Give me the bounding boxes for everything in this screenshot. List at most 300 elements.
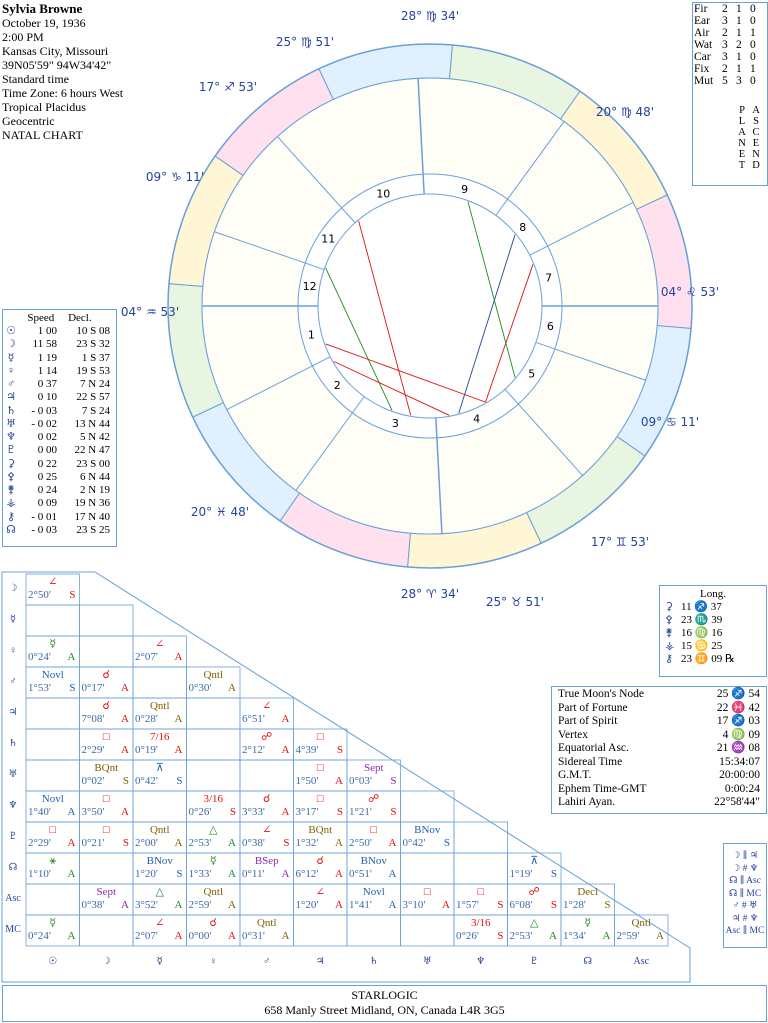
aspect-orb: 0°38' A: [81, 899, 129, 911]
planet-glyph: ⚳: [6, 457, 16, 470]
speed-value: 0 25: [37, 470, 57, 483]
long-title: Long.: [700, 588, 726, 600]
aspect-symbol: ☌: [263, 793, 271, 805]
grid-col-glyph: ♇: [529, 956, 539, 967]
aspect-cell: [26, 824, 80, 850]
aspect-orb: 3°33' A: [242, 806, 290, 818]
aspect-symbol: ∠: [155, 638, 165, 650]
planet-glyph: ☿: [7, 351, 15, 364]
aspect-cell: [561, 886, 615, 912]
aspect-orb: 6°51' A: [242, 713, 290, 725]
aspect-orb: 1°20' A: [295, 899, 343, 911]
element-label: Ear: [694, 15, 710, 27]
point-value: 17 ♐ 03: [716, 715, 760, 727]
asteroid-glyph: ⚳: [665, 601, 674, 613]
declination-value: 2 N 19: [80, 484, 110, 496]
speed-rows: [3, 325, 116, 537]
aspect-orb: 0°19' A: [135, 744, 183, 756]
aspect-orb: 1°40' A: [28, 806, 76, 818]
aspect-symbol: ☍: [261, 731, 273, 743]
parallel-legend-item: Asc ∥ MC: [725, 926, 765, 936]
house-number: 2: [333, 379, 341, 393]
aspect-cell: [80, 700, 134, 726]
aspect-symbol: Qntl: [256, 917, 277, 929]
speed-row: [3, 511, 116, 524]
aspect-cell: [294, 762, 348, 788]
aspect-symbol: ☿: [209, 855, 217, 867]
aspect-cell: [240, 824, 294, 850]
point-label: True Moon's Node: [558, 688, 644, 700]
grid-row-glyph: ♂: [9, 676, 17, 687]
aspect-symbol: BSep: [254, 855, 279, 867]
asteroid-glyph: ⚵: [665, 627, 674, 639]
aspect-symbol: ∠: [155, 917, 165, 929]
declination-value: 22 N 47: [74, 444, 110, 457]
aspect-cell: [294, 793, 348, 819]
aspect-cell: [80, 886, 134, 912]
aspect-orb: 2°00' A: [135, 837, 183, 849]
point-label: Vertex: [558, 728, 589, 741]
longitude-row: [660, 653, 766, 666]
planet-glyph: ♇: [6, 444, 16, 457]
aspect-orb: 3°50' A: [81, 806, 129, 818]
point-value: 0:00:24: [724, 782, 760, 795]
aspect-circle: [318, 194, 542, 418]
declination-value: 7 N 24: [80, 378, 110, 390]
aspect-symbol: □: [102, 793, 110, 805]
cusp-degree-label: 20° ♍ 48': [595, 105, 655, 119]
aspect-cell: [26, 855, 80, 881]
point-row: [552, 742, 766, 756]
speed-row: [3, 497, 116, 510]
element-a: 2: [722, 27, 728, 39]
element-a: 3: [722, 15, 728, 27]
point-value: 25 ♐ 54: [716, 688, 760, 700]
aspect-orb: 1°21' S: [349, 806, 397, 818]
speed-row: [3, 365, 116, 378]
declination-value: 23 S 00: [76, 457, 110, 470]
house-number: 9: [461, 183, 469, 197]
aspect-symbol: 3/16: [470, 917, 491, 929]
parallel-legend-item: ♂ # ♅: [732, 901, 758, 911]
aspect-orb: 0°42' S: [402, 837, 450, 849]
aspect-orb: 1°33' A: [188, 868, 236, 880]
planet-label-vertical: P L A N E T: [738, 105, 746, 171]
grid-row-glyph: ♃: [8, 707, 18, 718]
aspect-cell: [401, 824, 455, 850]
aspect-orb: 2°50' S: [28, 589, 76, 601]
aspect-cell: [508, 886, 562, 912]
planet-glyph: ☊: [6, 523, 16, 536]
aspect-orb: 1°34' A: [563, 930, 611, 942]
aspect-symbol: Qntl: [203, 886, 224, 898]
speed-row: [3, 444, 116, 457]
aspect-orb: 1°10' A: [28, 868, 76, 880]
aspect-symbol: □: [49, 824, 57, 836]
point-row: [552, 715, 766, 729]
header-line: Geocentric: [2, 114, 55, 128]
header-line: Tropical Placidus: [2, 100, 86, 114]
aspect-orb: 0°02' S: [81, 775, 129, 787]
cusp-degree-label: 25° ♍ 51': [275, 35, 335, 49]
aspect-cell: [294, 886, 348, 912]
point-label: Equatorial Asc.: [558, 742, 629, 754]
aspect-cell: [26, 793, 80, 819]
aspect-symbol: ∠: [315, 886, 325, 898]
speed-value: 0 00: [37, 444, 57, 457]
header-line: NATAL CHART: [2, 128, 83, 142]
aspect-cell: [133, 700, 187, 726]
speed-value: - 0 03: [31, 523, 57, 536]
aspect-symbol: ☿: [584, 917, 592, 929]
planet-glyph: ☽: [6, 338, 16, 351]
longitude-row: [660, 627, 766, 640]
speed-row: [3, 458, 116, 471]
element-c: 0: [750, 39, 756, 51]
cusp-degree-label: 09° ♑ 11': [145, 170, 205, 184]
element-b: 1: [736, 51, 742, 63]
longitude-value: 11 ♐ 37: [681, 601, 722, 613]
aspect-cell: [80, 669, 134, 695]
declination-value: 13 N 44: [74, 417, 110, 430]
grid-col-glyph: ♆: [476, 956, 486, 967]
aspect-orb: 0°00' A: [188, 930, 236, 942]
company-address: 658 Manly Street Midland, ON, Canada L4R 3G5: [264, 1003, 505, 1017]
aspect-orb: 1°53' S: [28, 682, 76, 694]
aspect-symbol: □: [102, 824, 110, 836]
aspect-cell: [187, 917, 241, 943]
asteroid-longitude-box: [659, 585, 767, 677]
aspect-orb: 0°42' S: [135, 775, 183, 787]
footer: [2, 985, 767, 1022]
aspect-symbol: BNov: [414, 824, 441, 836]
aspect-symbol: □: [370, 824, 378, 836]
aspect-orb: 0°31' A: [242, 930, 290, 942]
grid-col-glyph: ♃: [315, 956, 325, 967]
grid-row-glyph: ♄: [8, 738, 18, 749]
point-row: [552, 729, 766, 743]
longitude-value: 23 ♏ 39: [681, 614, 723, 626]
cusp-degree-label: 28° ♍ 34': [400, 9, 460, 23]
aspect-symbol: Decl: [577, 886, 599, 898]
speed-value: 0 37: [37, 378, 57, 390]
cusp-degree-label: 17° ♐ 53': [198, 80, 258, 94]
aspect-symbol: △: [155, 886, 164, 898]
grid-col-glyph: ☉: [48, 956, 58, 967]
aspect-cell: [26, 576, 80, 602]
grid-col-glyph: Asc: [633, 956, 650, 967]
asteroid-glyph: ⚶: [665, 640, 675, 652]
aspect-symbol: Qntl: [631, 917, 652, 929]
point-row: [552, 756, 766, 770]
element-c: 0: [750, 51, 756, 63]
cusp-degree-label: 04° ♌ 53': [660, 285, 720, 299]
element-b: 3: [736, 75, 742, 87]
aspect-symbol: Sept: [96, 886, 117, 898]
speed-header: Speed: [27, 312, 55, 324]
aspect-cell: [240, 793, 294, 819]
aspect-orb: 1°57' S: [456, 899, 504, 911]
aspect-orb: 1°32' A: [295, 837, 343, 849]
aspect-orb: 3°52' A: [135, 899, 183, 911]
aspect-symbol: 7/16: [149, 731, 170, 743]
point-value: 22 ♓ 42: [716, 701, 760, 714]
point-label: Part of Fortune: [558, 701, 628, 714]
grid-row-glyph: ♆: [8, 800, 18, 811]
aspect-cell: [294, 731, 348, 757]
aspect-orb: 2°29' A: [28, 837, 76, 849]
person-name: Sylvia Browne: [2, 1, 83, 16]
speed-value: - 0 02: [31, 417, 57, 430]
grid-row-glyph: ☿: [9, 614, 17, 625]
element-c: 0: [750, 75, 756, 87]
aspect-orb: 0°03' S: [349, 775, 397, 787]
point-value: 22°58'44": [714, 796, 760, 808]
aspect-symbol: ☌: [102, 700, 110, 712]
aspect-symbol: □: [316, 762, 324, 774]
element-c: 1: [750, 63, 756, 75]
speed-value: 0 09: [37, 497, 57, 510]
aspect-orb: 1°20' S: [135, 868, 183, 880]
aspect-cell: [133, 824, 187, 850]
cusp-degree-label: 17° ♊ 53': [590, 535, 650, 549]
ascend-label-vertical: A S C E N D: [752, 105, 760, 171]
aspect-cell: [347, 855, 401, 881]
aspect-symbol: ∠: [48, 576, 58, 588]
aspect-cell: [80, 793, 134, 819]
longitude-row: [660, 614, 766, 627]
aspect-cell: [347, 762, 401, 788]
speed-value: 1 00: [37, 325, 57, 337]
planet-glyph: ☉: [6, 325, 16, 337]
speed-value: - 0 03: [31, 404, 57, 417]
aspect-orb: 3°17' S: [295, 806, 343, 818]
aspect-orb: 0°51' A: [349, 868, 397, 880]
aspect-symbol: Qntl: [149, 824, 170, 836]
speed-row: [3, 352, 116, 365]
header-line: Kansas City, Missouri: [2, 44, 109, 58]
house-number: 10: [376, 187, 391, 201]
grid-col-glyph: ♂: [263, 956, 271, 967]
element-label: Fix: [694, 63, 710, 75]
aspect-symbol: ☌: [316, 855, 324, 867]
aspect-cell: [133, 855, 187, 881]
speed-value: 0 10: [37, 391, 57, 404]
point-value: 15:34:07: [719, 755, 760, 768]
aspect-symbol: Novl: [41, 793, 64, 805]
planet-glyph: ♅: [6, 417, 16, 430]
house-number: 12: [302, 279, 317, 293]
parallel-legend-box: [723, 843, 767, 948]
speed-value: 11 58: [32, 338, 57, 351]
aspect-cell: [240, 700, 294, 726]
aspect-orb: 0°30' A: [188, 682, 236, 694]
element-b: 1: [736, 15, 742, 27]
aspect-cell: [347, 886, 401, 912]
house-number: 5: [528, 367, 536, 381]
chart-points-box: [551, 686, 767, 814]
element-a: 2: [722, 3, 728, 15]
point-value: 4 ♍ 09: [722, 728, 760, 741]
declination-value: 19 S 53: [76, 364, 110, 377]
aspect-symbol: ☌: [209, 917, 217, 929]
aspect-orb: 2°12' A: [242, 744, 290, 756]
aspect-orb: 1°28' S: [563, 899, 611, 911]
parallel-legend-item: ☊ ∥ MC: [728, 888, 762, 899]
planet-glyph: ⚴: [6, 470, 16, 483]
element-c: 0: [750, 3, 756, 15]
aspect-symbol: □: [423, 886, 431, 898]
longitude-value: 16 ♍ 16: [681, 627, 723, 639]
aspect-orb: 0°24' A: [28, 651, 76, 663]
speed-row: [3, 391, 116, 404]
aspect-orb: 2°29' A: [81, 744, 129, 756]
grid-row-glyph: ♀: [9, 645, 17, 656]
point-value: 21 ♒ 08: [716, 742, 760, 754]
speed-row: [3, 418, 116, 431]
longitude-row: [660, 640, 766, 653]
cusp-degree-label: 20° ♓ 48': [190, 505, 250, 519]
grid-col-glyph: ☽: [101, 956, 111, 967]
grid-row-glyph: MC: [5, 924, 21, 935]
header-line: 2:00 PM: [2, 30, 44, 44]
point-row: [552, 688, 766, 702]
grid-col-glyph: ☊: [583, 956, 593, 967]
aspect-cell: [133, 762, 187, 788]
aspect-cell: [294, 855, 348, 881]
asteroid-glyph: ⚷: [665, 653, 674, 665]
house-number: 7: [545, 271, 553, 285]
cusp-degree-label: 25° ♉ 51': [485, 595, 545, 609]
aspect-symbol: ∠: [262, 700, 272, 712]
grid-col-glyph: ♀: [209, 956, 217, 967]
planet-glyph: ♀: [6, 364, 16, 377]
aspect-symbol: □: [102, 731, 110, 743]
speed-value: 0 22: [37, 457, 57, 470]
aspect-symbol: Sept: [363, 762, 384, 774]
element-a: 3: [722, 39, 728, 51]
aspect-cell: [187, 855, 241, 881]
aspect-cell: [240, 855, 294, 881]
planet-glyph: ⚶: [6, 497, 16, 510]
aspect-cell: [187, 669, 241, 695]
grid-col-glyph: ♄: [369, 956, 379, 967]
aspect-symbol: Qntl: [149, 700, 170, 712]
declination-value: 22 S 57: [76, 391, 110, 404]
aspect-cell: [133, 731, 187, 757]
speed-row: [3, 325, 116, 338]
declination-value: 23 S 25: [76, 523, 110, 536]
aspect-cell: [26, 638, 80, 664]
aspect-orb: 4°39' S: [295, 744, 343, 756]
company-name: STARLOGIC: [351, 988, 418, 1002]
aspect-symbol: BQnt: [308, 824, 333, 836]
speed-row: [3, 524, 116, 537]
aspect-cell: [454, 917, 508, 943]
parallel-legend-item: ♃ # ♆: [731, 913, 759, 924]
parallel-legend-item: ☊ ∥ Asc: [729, 876, 761, 886]
house-number: 8: [519, 220, 527, 234]
point-row: [552, 769, 766, 783]
aspect-cell: [454, 886, 508, 912]
aspect-symbol: ☍: [528, 886, 540, 898]
speed-row: [3, 471, 116, 484]
aspect-orb: 7°08' A: [81, 713, 129, 725]
aspect-symbol: BQnt: [94, 762, 119, 774]
chart-header: [2, 2, 123, 142]
aspect-cell: [347, 824, 401, 850]
point-label: Sidereal Time: [558, 755, 623, 768]
aspect-cell: [508, 855, 562, 881]
aspect-symbol: Novl: [41, 669, 64, 681]
element-label: Fir: [694, 3, 708, 15]
aspect-symbol: □: [316, 793, 324, 805]
aspect-orb: 1°19' S: [509, 868, 557, 880]
declination-value: 7 S 24: [81, 404, 110, 417]
aspect-cell: [26, 669, 80, 695]
planet-glyph: ⚷: [6, 510, 16, 523]
aspect-symbol: ⊼: [155, 762, 164, 774]
aspect-symbol: Qntl: [203, 669, 224, 681]
declination-value: 23 S 32: [76, 338, 110, 351]
aspect-symbol: BNov: [146, 855, 173, 867]
aspect-cell: [133, 638, 187, 664]
aspect-symbol: BNov: [360, 855, 387, 867]
aspect-cell: [80, 762, 134, 788]
speed-value: - 0 01: [31, 510, 57, 523]
planet-glyph: ⚵: [6, 484, 16, 496]
aspect-orb: 1°41' A: [349, 899, 397, 911]
element-c: 0: [750, 15, 756, 27]
asteroid-glyph: ⚴: [665, 614, 674, 626]
aspect-orb: 2°07' A: [135, 651, 183, 663]
declination-value: 5 N 42: [80, 431, 110, 443]
aspect-cell: [187, 793, 241, 819]
element-a: 2: [722, 63, 728, 75]
declination-value: 19 N 36: [74, 497, 110, 510]
point-row: [552, 796, 766, 810]
cusp-degree-label: 04° ♒ 53': [120, 305, 180, 319]
aspect-orb: 6°12' A: [295, 868, 343, 880]
aspect-symbol: ⚹: [49, 855, 57, 867]
longitude-value: 23 ♊ 09 ℞: [681, 653, 735, 665]
aspect-symbol: ☿: [49, 917, 57, 929]
aspect-cell: [80, 824, 134, 850]
point-label: Ephem Time-GMT: [558, 782, 647, 795]
element-c: 1: [750, 27, 756, 39]
element-a: 5: [722, 75, 728, 87]
aspect-cell: [26, 917, 80, 943]
element-b: 1: [736, 63, 742, 75]
speed-value: 1 14: [37, 364, 57, 377]
aspect-symbol: ☍: [368, 793, 380, 805]
speed-row: [3, 405, 116, 418]
element-label: Mut: [694, 75, 714, 87]
declination-value: 1 S 37: [81, 351, 110, 364]
grid-row-glyph: ☊: [8, 862, 18, 873]
parallel-legend-item: ☽ ∥ ♃: [731, 851, 759, 861]
aspect-orb: 2°59' A: [616, 930, 664, 942]
aspect-cell: [133, 886, 187, 912]
decl-header: Decl.: [68, 312, 92, 324]
aspect-orb: 2°07' A: [135, 930, 183, 942]
point-label: Lahiri Ayan.: [558, 796, 616, 808]
speed-row: [3, 378, 116, 391]
aspect-orb: 6°08' S: [509, 899, 557, 911]
aspect-cell: [240, 917, 294, 943]
speed-value: 1 19: [37, 351, 57, 364]
cusp-degree-label: 28° ♈ 34': [400, 587, 460, 601]
